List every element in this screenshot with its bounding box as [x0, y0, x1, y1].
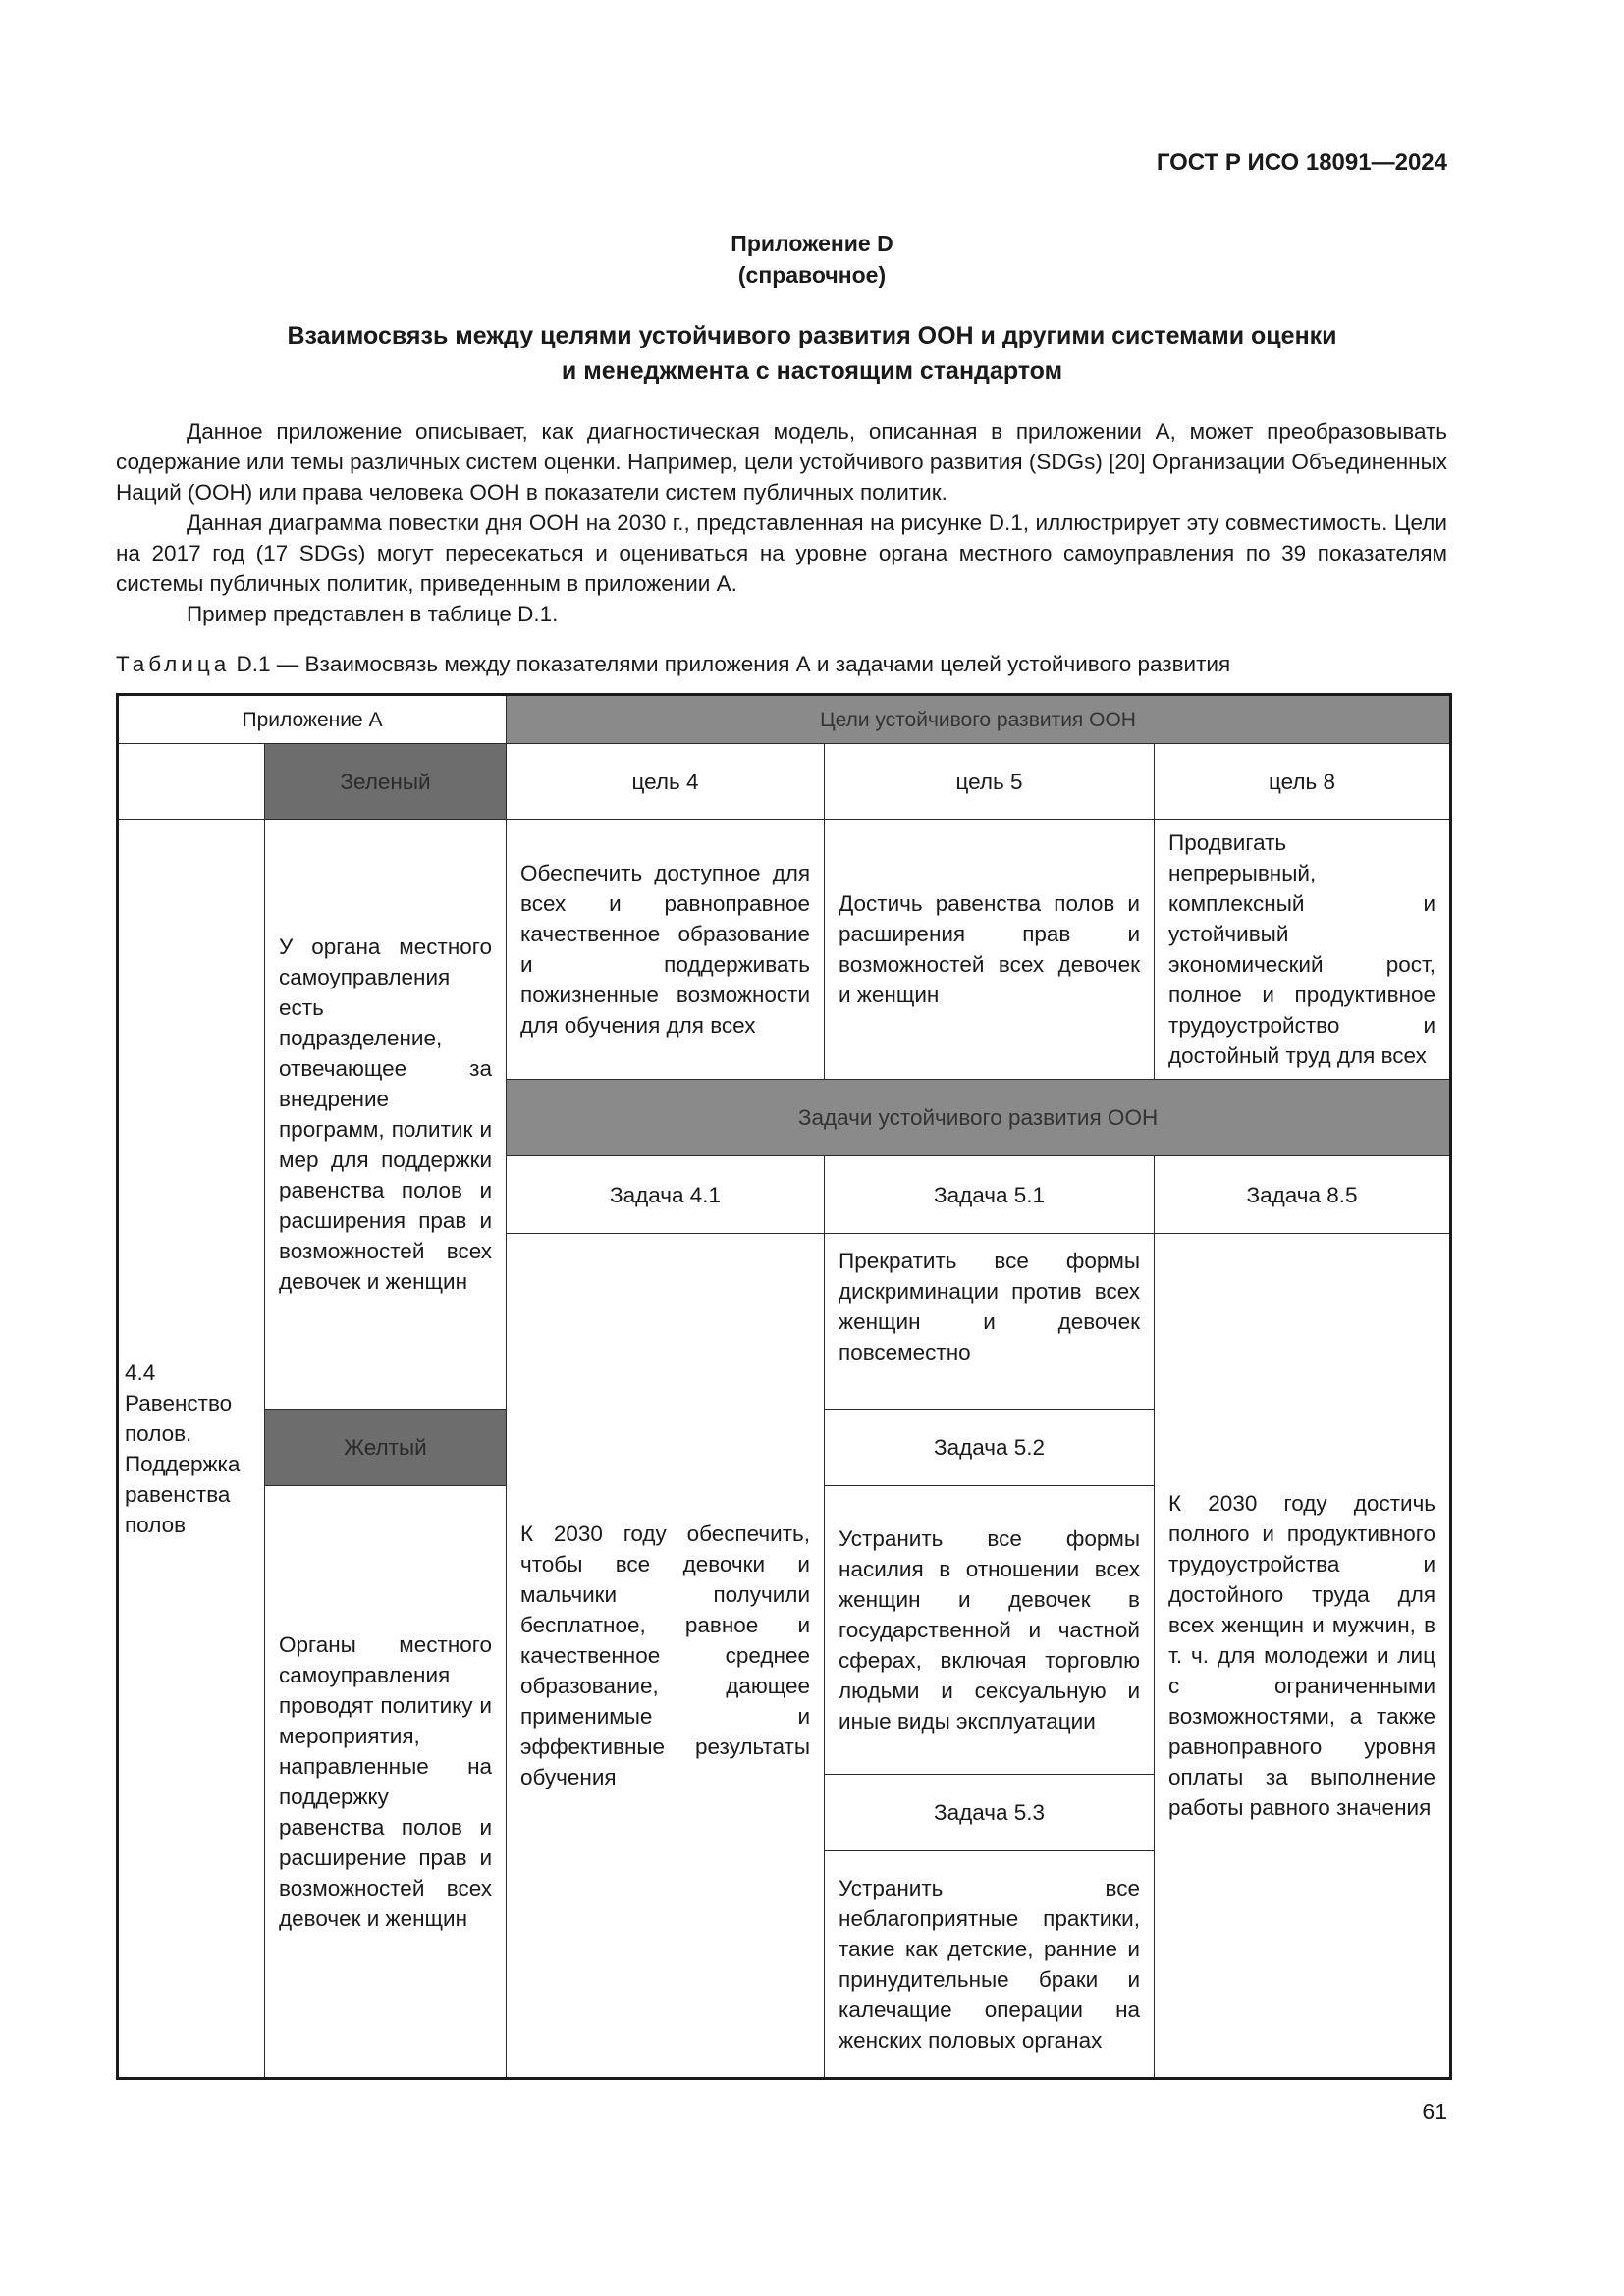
task-5-1-label: Задача 5.1 [825, 1156, 1155, 1234]
empty-cell [118, 744, 265, 820]
task-5-1-text: Прекратить все формы дискриминации против всех женщин и девочек повсеместно [825, 1234, 1155, 1410]
task-8-5-text: К 2030 году достичь полного и продуктивного трудоустройства и достойного труда для всех женщин и мужчин, в т. ч. для молодежи и лиц с ограниченными возможностями, а также равноправного уровня оплаты за выполнение работы равного значения [1155, 1234, 1451, 2079]
task-5-3-text: Устранить все неблагоприятные практики, такие как детские, ранние и принудительные браки и калечащие операции на женских половых органах [825, 1851, 1155, 2079]
yellow-level-text: Органы местного самоуправления проводят политику и мероприятия, направленные на поддержку равенства полов и расширение прав и возможностей всех девочек и женщин [265, 1486, 507, 2079]
task-8-5-label: Задача 8.5 [1155, 1156, 1451, 1234]
goal-4-text: Обеспечить доступное для всех и равноправное качественное образование и поддерживать пожизненные возможности для обучения для всех [507, 820, 825, 1080]
intro-paragraph-2: Данная диаграмма повестки дня ООН на 2030 г., представленная на рисунке D.1, иллюстрирует эту совместимость. Цели на 2017 год (17 SDGs) могут пересекаться и оцениваться на уровне органа местного самоуправления по 39 показателям системы публичных политик, приведенным в приложении А. [116, 510, 1447, 596]
standard-code: ГОСТ Р ИСО 18091—2024 [1156, 149, 1447, 176]
yellow-level-label: Желтый [265, 1410, 507, 1486]
goal-5-label: цель 5 [825, 744, 1155, 820]
intro-paragraph-1: Данное приложение описывает, как диагностическая модель, описанная в приложении А, может преобразовывать содержание или темы различных систем оценки. Например, цели устойчивого развития (SDGs) [20] Организации Объединенных Наций (ООН) или права человека ООН в показатели систем публичных политик. [116, 419, 1447, 505]
table-caption [116, 652, 1230, 677]
sdg-table [116, 693, 1452, 2080]
main-title-line-1: Взаимосвязь между целями устойчивого развития ООН и другими системами оценки [287, 322, 1337, 349]
indicator-4-4: 4.4 Равенство полов. Поддержка равенства полов [118, 820, 265, 2079]
appendix-label: Приложение D [731, 231, 893, 256]
green-level-label: Зеленый [265, 744, 507, 820]
table-caption-label: Таблица [116, 652, 231, 676]
page-number: 61 [1422, 2099, 1447, 2124]
appendix-type: (справочное) [737, 262, 887, 288]
goal-4-label: цель 4 [507, 744, 825, 820]
green-level-text: У органа местного самоуправления есть подразделение, отвечающее за внедрение программ, политик и мер для поддержки равенства полов и расширения прав и возможностей всех девочек и женщин [265, 820, 507, 1410]
task-4-1-text: К 2030 году обеспечить, чтобы все девочки и мальчики получили бесплатное, равное и качественное среднее образование, дающее применимые и эффективные результаты обучения [507, 1234, 825, 2079]
goal-8-label: цель 8 [1155, 744, 1451, 820]
goal-8-text: Продвигать непрерывный, комплексный и устойчивый экономический рост, полное и продуктивное трудоустройство и достойный труд для всех [1155, 820, 1451, 1080]
main-title [0, 318, 1624, 389]
task-4-1-label: Задача 4.1 [507, 1156, 825, 1234]
task-5-2-label: Задача 5.2 [825, 1410, 1155, 1486]
table-caption-text: D.1 — Взаимосвязь между показателями приложения А и задачами целей устойчивого развития [230, 652, 1231, 676]
goal-5-text: Достичь равенства полов и расширения прав и возможностей всех девочек и женщин [825, 820, 1155, 1080]
intro-text [116, 416, 1447, 629]
header-appendix-a: Приложение А [118, 695, 507, 744]
task-5-2-text: Устранить все формы насилия в отношении всех женщин и девочек в государственной и частной сферах, включая торговлю людьми и сексуальную и иные виды эксплуатации [825, 1486, 1155, 1775]
sdg-tasks-header: Задачи устойчивого развития ООН [507, 1080, 1451, 1156]
main-title-line-2: и менеджмента с настоящим стандартом [561, 357, 1063, 385]
task-5-3-label: Задача 5.3 [825, 1775, 1155, 1851]
intro-paragraph-3: Пример представлен в таблице D.1. [187, 602, 559, 626]
appendix-title [0, 228, 1624, 291]
header-sdg-goals: Цели устойчивого развития ООН [507, 695, 1451, 744]
